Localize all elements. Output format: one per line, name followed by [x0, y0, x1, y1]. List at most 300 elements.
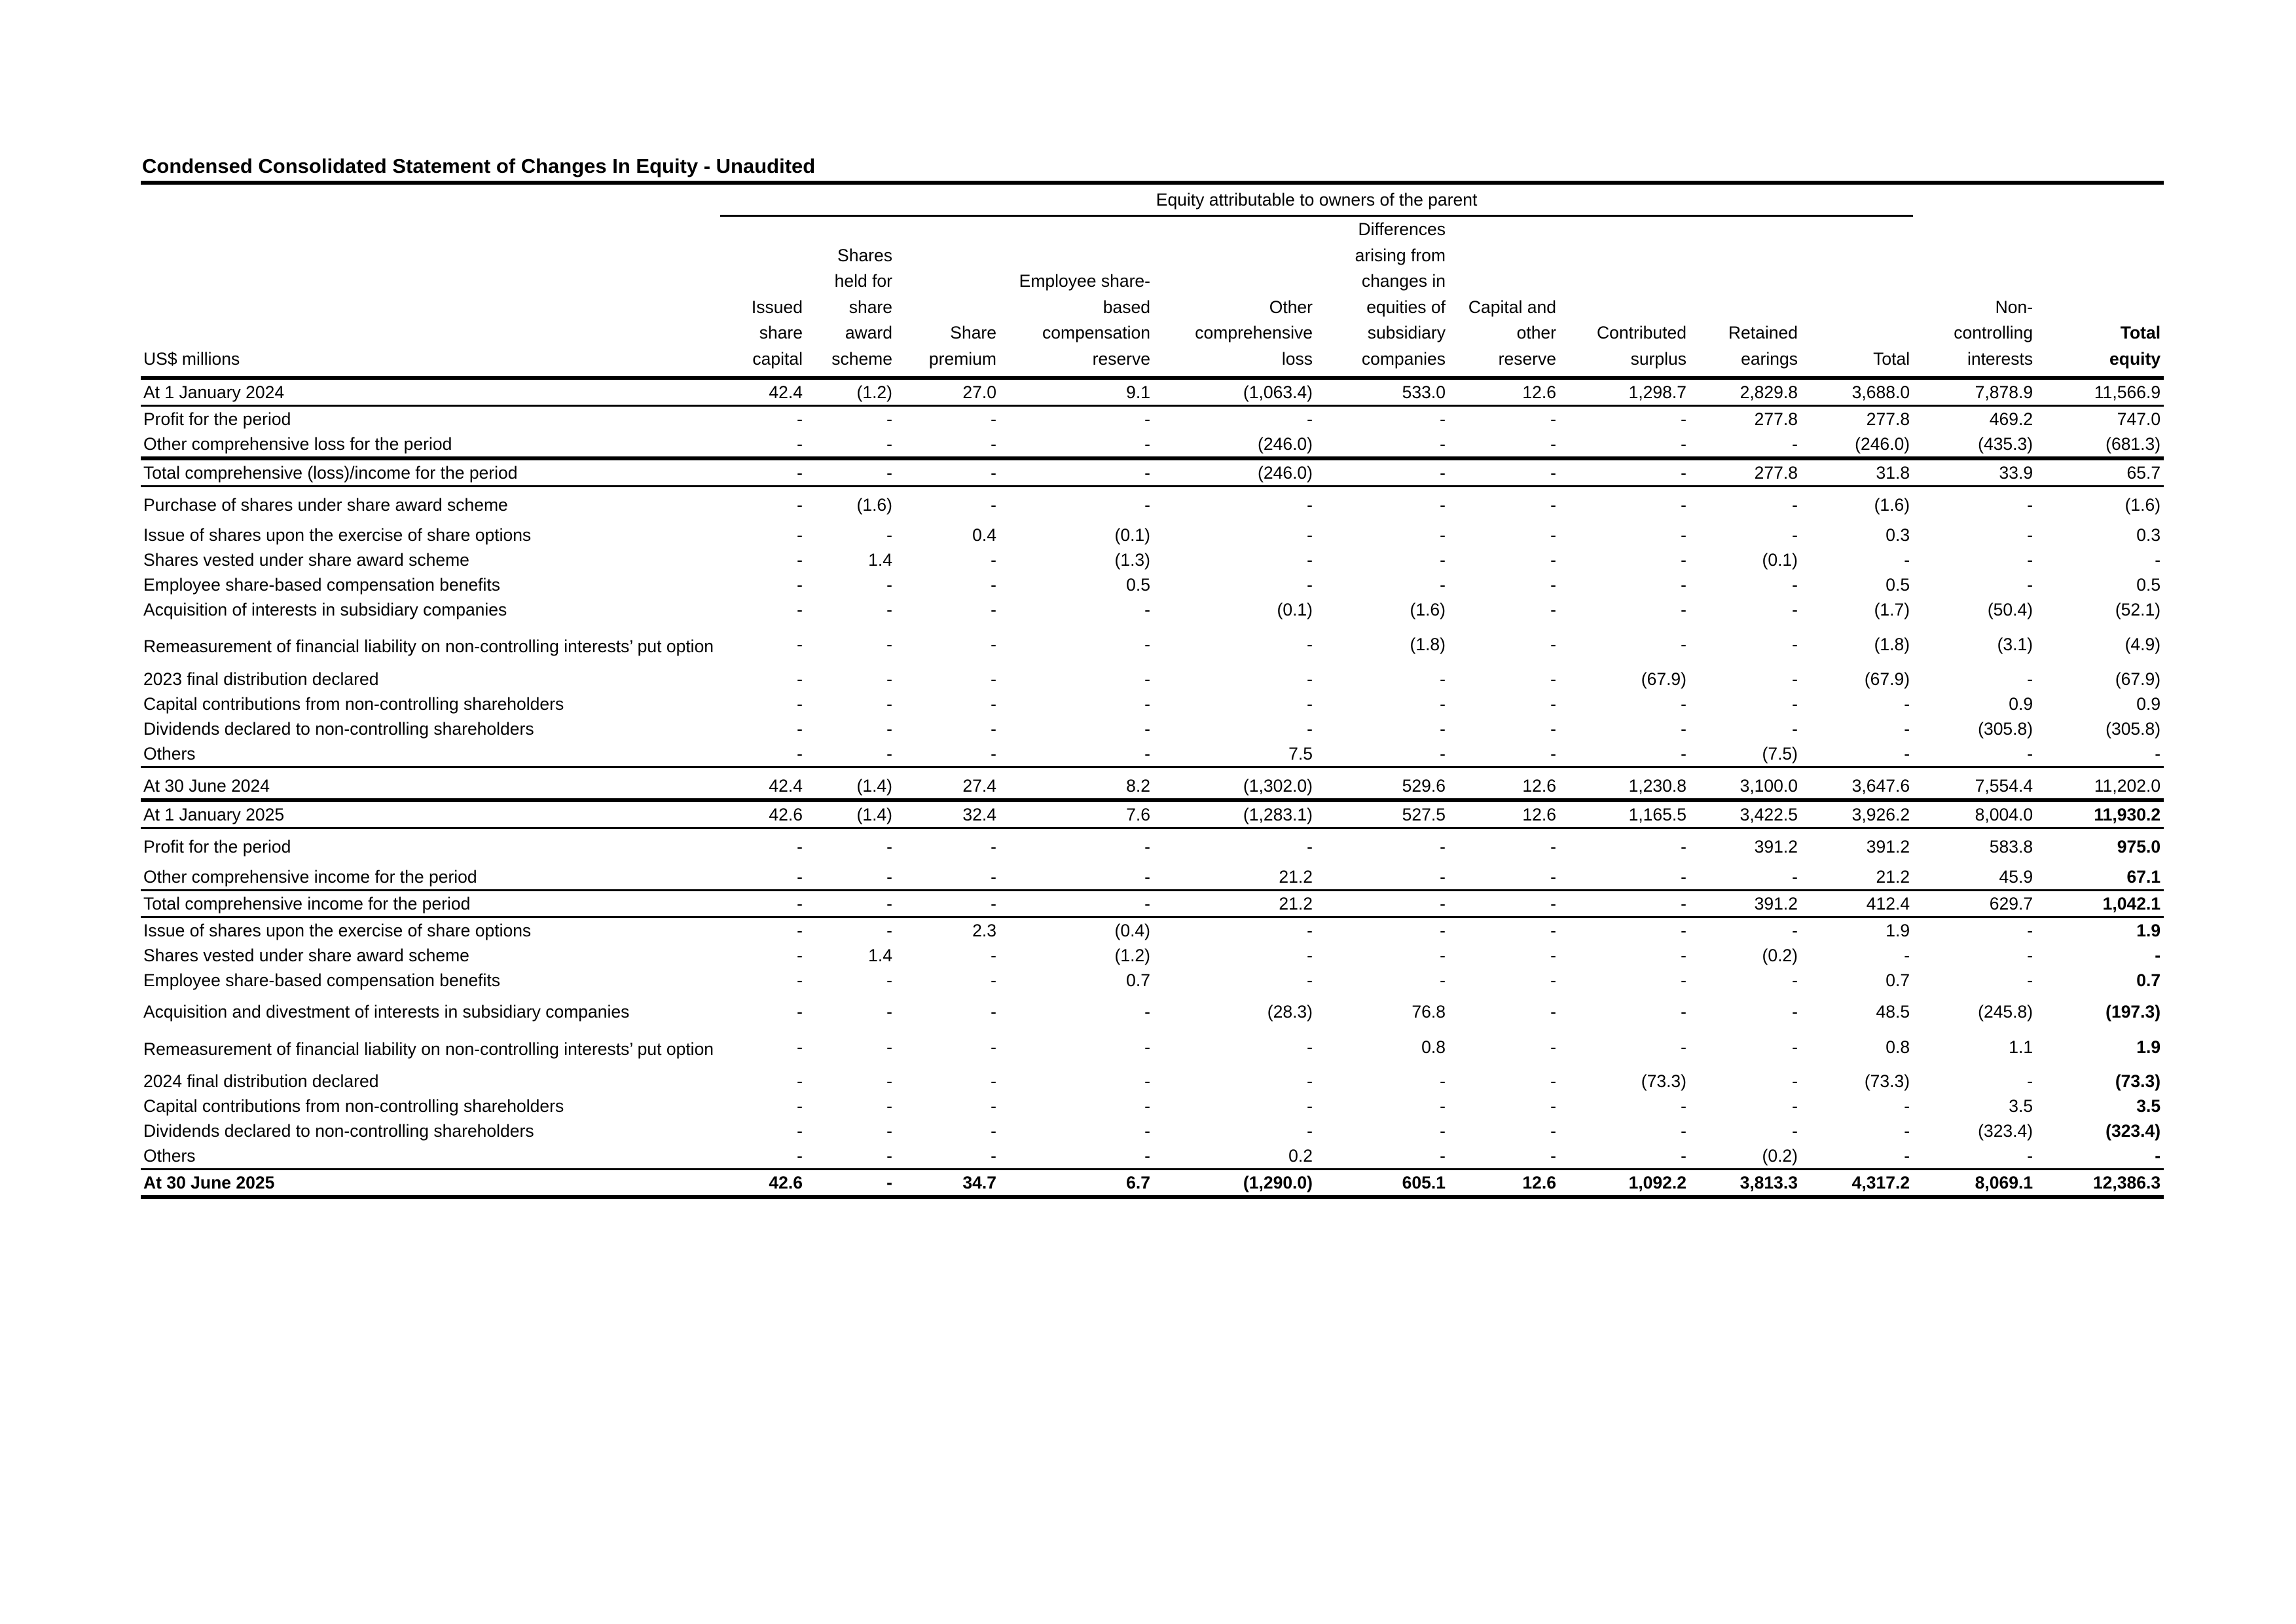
cell-value: - — [1144, 409, 1150, 429]
cell-value: 48.5 — [1876, 1002, 1910, 1022]
cell-value: 27.4 — [896, 767, 1000, 801]
cell-value: - — [797, 1071, 803, 1091]
cell-value: 0.7 — [2136, 970, 2161, 990]
cell-value: 4,317.2 — [1801, 1170, 1913, 1198]
cell-value: - — [797, 600, 803, 619]
cell-value: 6.7 — [1000, 1170, 1154, 1198]
cell-value: (1.4) — [806, 800, 896, 828]
cell-value: 12.6 — [1449, 800, 1559, 828]
table-row — [141, 432, 2164, 458]
cell-value: - — [1904, 946, 1910, 965]
cell-value: - — [1801, 741, 1913, 767]
row-label: Acquisition of interests in subsidiary companies — [143, 600, 507, 619]
cell-value: - — [1144, 1071, 1150, 1091]
cell-value: - — [1792, 970, 1798, 990]
table-row — [141, 547, 2164, 572]
cell-value: - — [991, 694, 996, 714]
cell-value: - — [1144, 1037, 1150, 1057]
cell-value: - — [991, 1037, 996, 1057]
cell-value: - — [991, 1071, 996, 1091]
cell-value: - — [1307, 495, 1313, 515]
cell-value: - — [896, 1143, 1000, 1170]
cell-value: (73.3) — [1641, 1071, 1686, 1091]
cell-value: 0.4 — [972, 525, 996, 545]
cell-value: 1.9 — [2136, 1037, 2161, 1057]
cell-value: 21.2 — [1154, 891, 1316, 917]
cell-value: (305.8) — [1978, 719, 2033, 739]
cell-value: - — [1550, 1002, 1556, 1022]
row-label: Issue of shares upon the exercise of share options — [143, 921, 532, 940]
cell-value: (67.9) — [1641, 669, 1686, 689]
cell-value: (7.5) — [1690, 741, 1801, 767]
col-header-other-comprehensive-loss: Other comprehensive loss — [1195, 297, 1313, 369]
table-row — [141, 767, 2164, 801]
cell-value: - — [2027, 946, 2033, 965]
cell-value: 277.8 — [1754, 409, 1798, 429]
cell-value: 1.4 — [868, 550, 892, 570]
cell-value: - — [1449, 458, 1559, 487]
cell-value: - — [1440, 970, 1446, 990]
cell-value: 8,069.1 — [1913, 1170, 2036, 1198]
cell-value: (245.8) — [1978, 1002, 2033, 1022]
cell-value: - — [1550, 970, 1556, 990]
cell-value: - — [1550, 575, 1556, 595]
cell-value: - — [991, 669, 996, 689]
cell-value: 0.2 — [1154, 1143, 1316, 1170]
cell-value: - — [1316, 458, 1449, 487]
cell-value: - — [797, 434, 803, 454]
col-header-retained-earnings: Retained earings — [1728, 323, 1798, 369]
cell-value: 277.8 — [1690, 458, 1801, 487]
cell-value: (1.2) — [806, 378, 896, 406]
cell-value: - — [1144, 719, 1150, 739]
cell-value: - — [1681, 550, 1686, 570]
table-row — [141, 1094, 2164, 1118]
col-header-differences-subsidiary-equities: Differences arising from changes in equities of subsidiary companies — [1355, 219, 1446, 369]
cell-value: - — [1144, 635, 1150, 654]
cell-value: - — [1681, 434, 1686, 454]
cell-value: - — [1792, 434, 1798, 454]
cell-value: - — [1144, 694, 1150, 714]
row-label: Total comprehensive (loss)/income for the period — [141, 458, 720, 487]
cell-value: - — [1681, 495, 1686, 515]
row-label: Profit for the period — [143, 409, 291, 429]
cell-value: - — [797, 921, 803, 940]
cell-value: - — [2027, 921, 2033, 940]
cell-value: - — [1316, 891, 1449, 917]
cell-value: - — [1307, 970, 1313, 990]
cell-value: - — [886, 669, 892, 689]
cell-value: - — [1792, 719, 1798, 739]
cell-value: - — [886, 525, 892, 545]
table-row — [141, 1025, 2164, 1069]
cell-value: - — [1440, 946, 1446, 965]
cell-value: 9.1 — [1000, 378, 1154, 406]
cell-value: 529.6 — [1316, 767, 1449, 801]
row-label: Total comprehensive income for the period — [141, 891, 720, 917]
cell-value: 583.8 — [1989, 837, 2033, 857]
row-label: Other comprehensive income for the period — [141, 859, 720, 891]
cell-value: - — [1449, 891, 1559, 917]
cell-value: - — [1144, 434, 1150, 454]
cell-value: - — [1681, 409, 1686, 429]
cell-value: - — [797, 719, 803, 739]
cell-value: 2,829.8 — [1690, 378, 1801, 406]
cell-value: - — [797, 1037, 803, 1057]
cell-value: 27.0 — [896, 378, 1000, 406]
row-label: Dividends declared to non-controlling shareholders — [143, 1121, 534, 1141]
cell-value: - — [1550, 434, 1556, 454]
cell-value: - — [1550, 1037, 1556, 1057]
col-header-total: Total — [1873, 348, 1910, 369]
row-label: At 1 January 2025 — [141, 800, 720, 828]
cell-value: - — [806, 741, 896, 767]
cell-value: - — [1000, 458, 1154, 487]
cell-value: - — [806, 1170, 896, 1198]
cell-value: - — [1307, 525, 1313, 545]
cell-value: 391.2 — [1690, 891, 1801, 917]
cell-value: 3,647.6 — [1801, 767, 1913, 801]
cell-value: - — [806, 859, 896, 891]
cell-value: 8,004.0 — [1913, 800, 2036, 828]
col-header-share-premium: Share premium — [928, 323, 996, 369]
cell-value: - — [2027, 575, 2033, 595]
cell-value: 34.7 — [896, 1170, 1000, 1198]
statement-page — [141, 152, 2164, 1199]
cell-value: - — [1904, 719, 1910, 739]
cell-value: 469.2 — [1989, 409, 2033, 429]
cell-value: - — [991, 409, 996, 429]
cell-value: - — [797, 970, 803, 990]
cell-value: - — [1904, 694, 1910, 714]
row-label: Capital contributions from non-controlling shareholders — [143, 1096, 564, 1116]
cell-value: - — [1681, 694, 1686, 714]
cell-value: - — [1913, 1143, 2036, 1170]
cell-value: - — [896, 458, 1000, 487]
cell-value: (0.1) — [1762, 550, 1798, 570]
cell-value: (0.2) — [1762, 946, 1798, 965]
table-row — [141, 891, 2164, 917]
cell-value: - — [1316, 1143, 1449, 1170]
cell-value: 7.5 — [1154, 741, 1316, 767]
table-body — [141, 378, 2164, 1197]
cell-value: - — [2027, 550, 2033, 570]
cell-value: 67.1 — [2036, 859, 2164, 891]
cell-value: - — [2027, 970, 2033, 990]
cell-value: - — [1307, 837, 1313, 857]
cell-value: 32.4 — [896, 800, 1000, 828]
cell-value: - — [1144, 669, 1150, 689]
row-label: Remeasurement of financial liability on non-controlling interests’ put option — [143, 637, 714, 656]
cell-value: 12.6 — [1449, 767, 1559, 801]
cell-value: (246.0) — [1258, 434, 1313, 454]
cell-value: - — [1792, 1121, 1798, 1141]
cell-value: - — [1550, 409, 1556, 429]
cell-value: - — [1681, 921, 1686, 940]
cell-value: - — [1904, 1121, 1910, 1141]
cell-value: - — [991, 946, 996, 965]
cell-value: - — [896, 859, 1000, 891]
table-row — [141, 1170, 2164, 1198]
cell-value: - — [991, 837, 996, 857]
cell-value: 527.5 — [1316, 800, 1449, 828]
cell-value: - — [991, 635, 996, 654]
cell-value: 0.5 — [2136, 575, 2161, 595]
cell-value: - — [797, 575, 803, 595]
cell-value: 7.6 — [1000, 800, 1154, 828]
cell-value: 11,566.9 — [2036, 378, 2164, 406]
table-row — [141, 667, 2164, 692]
cell-value: 1.1 — [2009, 1037, 2033, 1057]
cell-value: - — [1000, 891, 1154, 917]
cell-value: 3,926.2 — [1801, 800, 1913, 828]
table-row — [141, 458, 2164, 487]
col-header-share-based-compensation-reserve: Employee share- based compensation reserve — [1019, 271, 1150, 369]
row-label: 2023 final distribution declared — [143, 669, 379, 689]
cell-value: - — [1904, 1096, 1910, 1116]
cell-value: - — [1440, 1071, 1446, 1091]
cell-value: 0.7 — [1126, 970, 1150, 990]
cell-value: - — [1144, 495, 1150, 515]
cell-value: (50.4) — [1987, 600, 2033, 619]
cell-value: - — [2155, 550, 2161, 570]
cell-value: - — [1792, 1037, 1798, 1057]
cell-value: 1.4 — [868, 946, 892, 965]
cell-value: - — [886, 970, 892, 990]
cell-value: 391.2 — [1866, 837, 1910, 857]
cell-value: (67.9) — [1864, 669, 1910, 689]
cell-value: 11,930.2 — [2036, 800, 2164, 828]
cell-value: 7,878.9 — [1913, 378, 2036, 406]
cell-value: - — [1792, 635, 1798, 654]
cell-value: - — [720, 741, 806, 767]
column-header-row — [141, 216, 2164, 378]
cell-value: - — [1550, 1096, 1556, 1116]
cell-value: - — [1550, 946, 1556, 965]
table-row — [141, 1069, 2164, 1094]
cell-value: - — [1792, 1096, 1798, 1116]
cell-value: 76.8 — [1412, 1002, 1446, 1022]
cell-value: - — [1681, 719, 1686, 739]
cell-value: (681.3) — [2105, 434, 2161, 454]
cell-value: - — [1144, 1096, 1150, 1116]
cell-value: - — [797, 946, 803, 965]
group-header: Equity attributable to owners of the parent — [720, 185, 1913, 216]
cell-value: - — [1316, 741, 1449, 767]
col-header-issued-share-capital: Issued share capital — [751, 297, 803, 369]
cell-value: - — [1307, 635, 1313, 654]
table-row — [141, 378, 2164, 406]
table-row — [141, 692, 2164, 716]
statement-title: Condensed Consolidated Statement of Changes In Equity - Unaudited — [142, 155, 816, 177]
cell-value: - — [1681, 635, 1686, 654]
cell-value: - — [1792, 669, 1798, 689]
cell-value: (73.3) — [1864, 1071, 1910, 1091]
cell-value: - — [1792, 1071, 1798, 1091]
table-row — [141, 487, 2164, 518]
cell-value: - — [1440, 837, 1446, 857]
cell-value: - — [1000, 741, 1154, 767]
cell-value: - — [1681, 525, 1686, 545]
cell-value: - — [886, 600, 892, 619]
cell-value: - — [1307, 921, 1313, 940]
cell-value: - — [886, 1002, 892, 1022]
table-row — [141, 622, 2164, 667]
cell-value: (246.0) — [1855, 434, 1910, 454]
cell-value: - — [1681, 1002, 1686, 1022]
cell-value: - — [886, 1096, 892, 1116]
cell-value: (197.3) — [2105, 1002, 2161, 1022]
row-label: Dividends declared to non-controlling shareholders — [143, 719, 534, 739]
table-row — [141, 1118, 2164, 1143]
cell-value: 12.6 — [1449, 1170, 1559, 1198]
col-header-capital-other-reserve: Capital and other reserve — [1468, 297, 1556, 369]
cell-value: - — [991, 719, 996, 739]
col-header-total-equity: Total equity — [2109, 323, 2161, 369]
cell-value: 42.6 — [720, 1170, 806, 1198]
cell-value: - — [1440, 434, 1446, 454]
cell-value: (4.9) — [2124, 635, 2161, 654]
cell-value: - — [1792, 921, 1798, 940]
cell-value: (1.2) — [1114, 946, 1150, 965]
cell-value: - — [797, 495, 803, 515]
cell-value: - — [2027, 525, 2033, 545]
cell-value: - — [2027, 1071, 2033, 1091]
cell-value: (305.8) — [2105, 719, 2161, 739]
table-row — [141, 572, 2164, 597]
cell-value: (3.1) — [1997, 635, 2033, 654]
cell-value: - — [1550, 1071, 1556, 1091]
cell-value: 65.7 — [2036, 458, 2164, 487]
cell-value: - — [1000, 859, 1154, 891]
cell-value: - — [1440, 719, 1446, 739]
cell-value: (0.1) — [1277, 600, 1313, 619]
table-row — [141, 828, 2164, 860]
cell-value: - — [797, 550, 803, 570]
cell-value: (1.8) — [1874, 635, 1910, 654]
cell-value: - — [991, 600, 996, 619]
row-label: At 30 June 2024 — [141, 767, 720, 801]
cell-value: 45.9 — [1913, 859, 2036, 891]
cell-value: 31.8 — [1801, 458, 1913, 487]
col-header-non-controlling-interests: Non- controlling interests — [1954, 297, 2033, 369]
cell-value: 0.5 — [1886, 575, 1910, 595]
cell-value: - — [1681, 970, 1686, 990]
cell-value: (1.6) — [1410, 600, 1446, 619]
cell-value: - — [1904, 550, 1910, 570]
table-row — [141, 917, 2164, 944]
cell-value: - — [1550, 719, 1556, 739]
cell-value: - — [1440, 1096, 1446, 1116]
cell-value: 7,554.4 — [1913, 767, 2036, 801]
cell-value: 629.7 — [1913, 891, 2036, 917]
row-label: Others — [141, 1143, 720, 1170]
cell-value: 12,386.3 — [2036, 1170, 2164, 1198]
cell-value: - — [896, 891, 1000, 917]
cell-value: - — [886, 575, 892, 595]
col-header-contributed-surplus: Contributed surplus — [1596, 323, 1686, 369]
cell-value: - — [797, 635, 803, 654]
cell-value: 3.5 — [2009, 1096, 2033, 1116]
cell-value: 3,422.5 — [1690, 800, 1801, 828]
cell-value: - — [1792, 575, 1798, 595]
cell-value: - — [2027, 669, 2033, 689]
cell-value: - — [1681, 1096, 1686, 1116]
cell-value: - — [2036, 741, 2164, 767]
cell-value: 605.1 — [1316, 1170, 1449, 1198]
cell-value: - — [1681, 1121, 1686, 1141]
row-label: Purchase of shares under share award scheme — [143, 495, 508, 515]
cell-value: 11,202.0 — [2036, 767, 2164, 801]
cell-value: - — [1440, 525, 1446, 545]
cell-value: - — [1316, 859, 1449, 891]
cell-value: (1.7) — [1874, 600, 1910, 619]
cell-value: 21.2 — [1801, 859, 1913, 891]
group-header-row — [141, 185, 2164, 216]
table-row — [141, 597, 2164, 622]
row-label: At 30 June 2025 — [141, 1170, 720, 1198]
cell-value: - — [886, 434, 892, 454]
row-label: Shares vested under share award scheme — [143, 550, 469, 570]
cell-value: - — [991, 434, 996, 454]
cell-value: - — [1559, 891, 1690, 917]
cell-value: - — [886, 837, 892, 857]
cell-value: - — [1440, 575, 1446, 595]
row-label: Capital contributions from non-controlling shareholders — [143, 694, 564, 714]
cell-value: 0.9 — [2009, 694, 2033, 714]
cell-value: 0.5 — [1126, 575, 1150, 595]
cell-value: - — [1144, 1121, 1150, 1141]
cell-value: - — [797, 409, 803, 429]
cell-value: - — [1550, 921, 1556, 940]
cell-value: - — [991, 495, 996, 515]
cell-value: - — [886, 1071, 892, 1091]
cell-value: - — [1307, 1121, 1313, 1141]
cell-value: - — [1792, 600, 1798, 619]
cell-value: - — [1550, 694, 1556, 714]
cell-value: (246.0) — [1154, 458, 1316, 487]
cell-value: 1.9 — [1886, 921, 1910, 940]
cell-value: - — [1681, 575, 1686, 595]
row-label: Issue of shares upon the exercise of share options — [143, 525, 532, 545]
cell-value: 1,298.7 — [1559, 378, 1690, 406]
cell-value: - — [886, 921, 892, 940]
row-label: 2024 final distribution declared — [143, 1071, 379, 1091]
cell-value: - — [1550, 669, 1556, 689]
row-label: Others — [141, 741, 720, 767]
cell-value: (1.4) — [806, 767, 896, 801]
table-row — [141, 800, 2164, 828]
cell-value: - — [1792, 1002, 1798, 1022]
cell-value: - — [886, 635, 892, 654]
cell-value: - — [2036, 1143, 2164, 1170]
cell-value: - — [1307, 946, 1313, 965]
cell-value: - — [1801, 1143, 1913, 1170]
cell-value: (1,302.0) — [1154, 767, 1316, 801]
cell-value: (323.4) — [1978, 1121, 2033, 1141]
cell-value: - — [1792, 495, 1798, 515]
cell-value: (73.3) — [2115, 1071, 2161, 1091]
cell-value: - — [1307, 669, 1313, 689]
cell-value: 1,230.8 — [1559, 767, 1690, 801]
cell-value: (1,290.0) — [1154, 1170, 1316, 1198]
cell-value: - — [991, 575, 996, 595]
cell-value: 42.6 — [720, 800, 806, 828]
cell-value: - — [797, 1121, 803, 1141]
cell-value: - — [797, 1002, 803, 1022]
cell-value: - — [1440, 1121, 1446, 1141]
cell-value: - — [886, 694, 892, 714]
